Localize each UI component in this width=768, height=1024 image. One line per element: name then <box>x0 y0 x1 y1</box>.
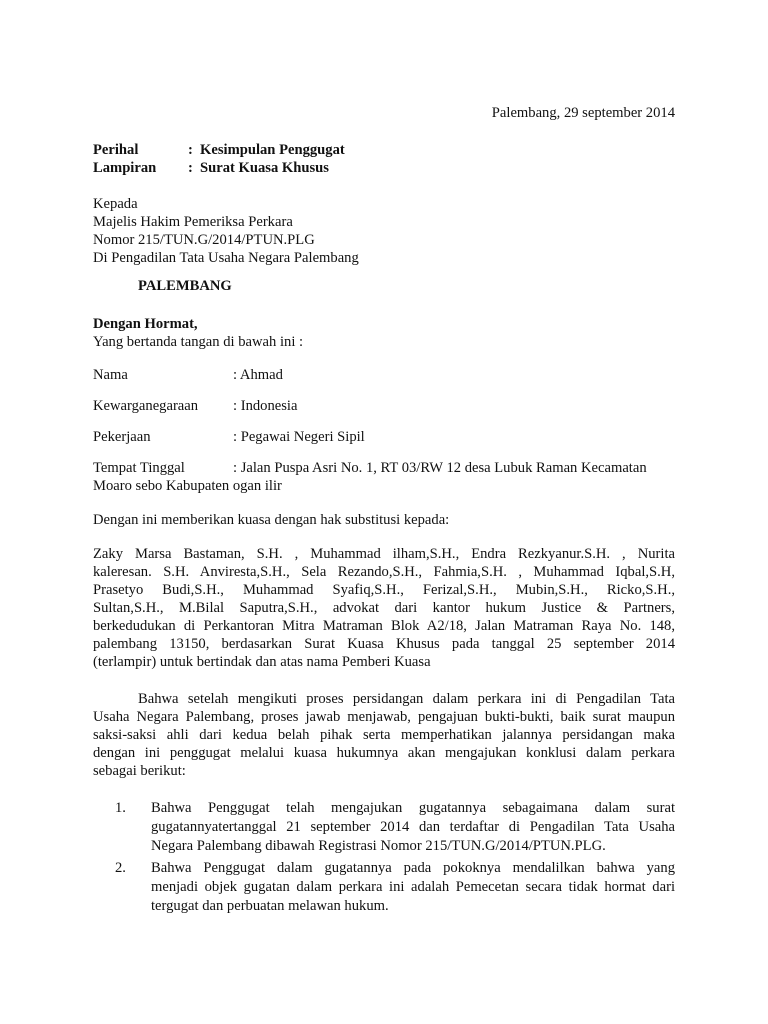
list-item-line: Bahwa Penggugat telah mengajukan gugatannya sebagaimana dalam surat <box>151 800 675 816</box>
delegation-intro-text: Dengan ini memberikan kuasa dengan hak substitusi kepada: <box>93 512 450 528</box>
list-item-line: gugatannyatertanggal 21 september 2014 dan terdaftar di Pengadilan Tata Usaha <box>151 819 675 835</box>
attachment-value: Surat Kuasa Khusus <box>200 160 329 176</box>
subject-colon: : <box>188 142 193 158</box>
list-item <box>93 799 675 856</box>
field-value: Pegawai Negeri Sipil <box>240 429 365 445</box>
list-item-line: tergugat dan perbuatan melawan hukum. <box>151 898 389 914</box>
list-item-number: 2. <box>115 860 126 876</box>
field-label: Nama <box>93 367 128 383</box>
field-value: Jalan Puspa Asri No. 1, RT 03/RW 12 desa Lubuk Raman Kecamatan <box>240 460 647 476</box>
field-label: Kewarganegaraan <box>93 398 199 414</box>
body-line: saksi-saksi ahli dari kedua belah pihak serta memperhatikan jalannya persidangan maka <box>93 727 675 743</box>
subject-value: Kesimpulan Penggugat <box>200 142 345 158</box>
recipient-line: Di Pengadilan Tata Usaha Negara Palembang <box>93 250 359 266</box>
list-item <box>93 859 675 916</box>
list-item-line: menjadi objek gugatan dalam perkara ini adalah Pemecetan secara tidak hormat dari <box>151 879 675 895</box>
greeting: Dengan Hormat, <box>93 316 198 332</box>
body-line: dengan ini penggugat melalui kuasa hukumnya akan mengajukan konklusi dalam perkara <box>93 745 675 761</box>
recipient-line: Nomor 215/TUN.G/2014/PTUN.PLG <box>93 232 315 248</box>
subject-row-lampiran <box>93 159 675 177</box>
delegation-line: palembang 13150, berdasarkan Surat Kuasa Khusus pada tanggal 25 september 2014 <box>93 636 675 652</box>
attachment-colon: : <box>188 160 193 176</box>
list-item-number: 1. <box>115 800 126 816</box>
letter-date: Palembang, 29 september 2014 <box>491 105 675 121</box>
greeting-block <box>93 315 675 351</box>
recipient-line: Majelis Hakim Pemeriksa Perkara <box>93 214 293 230</box>
subject-block <box>93 141 675 177</box>
recipient-line: Kepada <box>93 196 138 212</box>
body-line: Bahwa setelah mengikuti proses persidangan dalam perkara ini di Pengadilan Tata <box>138 691 675 707</box>
list-item-line: Bahwa Penggugat dalam gugatannya pada pokoknya mendalilkan bahwa yang <box>151 860 675 876</box>
field-value: Ahmad <box>239 367 283 383</box>
delegation-line: Sultan,S.H., M.Bilal Saputra,S.H., advokat dari kantor hukum Justice & Partners, <box>93 600 675 616</box>
field-label: Tempat Tinggal <box>93 460 185 476</box>
delegation-paragraph <box>93 545 675 671</box>
body-line: sebagai berikut: <box>93 763 186 779</box>
subject-row-perihal <box>93 141 675 159</box>
field-label: Pekerjaan <box>93 429 151 445</box>
field-occupation: Pekerjaan : Pegawai Negeri Sipil <box>93 429 365 445</box>
delegation-line: Prasetyo Budi,S.H., Muhammad Syafiq,S.H., Ferizal,S.H., Mubin,S.H., Ricko,S.H., <box>93 582 675 598</box>
recipient-city: PALEMBANG <box>138 278 232 294</box>
body-paragraph <box>93 690 675 780</box>
delegation-line: Zaky Marsa Bastaman, S.H. , Muhammad ilham,S.H., Endra Rezkyanur.S.H. , Nurita <box>93 546 675 562</box>
delegation-intro <box>93 511 675 529</box>
body-line: Usaha Negara Palembang, proses jawab menjawab, pengajuan bukti-bukti, baik surat maupun <box>93 709 675 725</box>
letter-page <box>93 104 675 919</box>
attachment-label: Lampiran <box>93 160 157 176</box>
field-residence: Tempat Tinggal : Jalan Puspa Asri No. 1, RT 03/RW 12 desa Lubuk Raman Kecamatan <box>93 460 647 476</box>
delegation-line: berkedudukan di Perkantoran Mitra Matraman Blok A2/18, Jalan Matraman Raya No. 148, <box>93 618 675 634</box>
conclusion-list <box>93 799 675 916</box>
subject-label: Perihal <box>93 142 139 158</box>
field-residence-continuation: Moaro sebo Kabupaten ogan ilir <box>93 478 282 494</box>
field-name: Nama : Ahmad <box>93 367 283 383</box>
list-item-line: Negara Palembang dibawah Registrasi Nomor 215/TUN.G/2014/PTUN.PLG. <box>151 838 606 854</box>
intro-text: Yang bertanda tangan di bawah ini : <box>93 334 304 350</box>
field-nationality: Kewarganegaraan : Indonesia <box>93 398 298 414</box>
delegation-line: (terlampir) untuk bertindak dan atas nama Pemberi Kuasa <box>93 654 431 670</box>
recipient-block <box>93 195 675 267</box>
delegation-line: kaleresan. S.H. Anviresta,S.H., Sela Rezando,S.H., Fahmia,S.H. , Muhammad Iqbal,S.H, <box>93 564 675 580</box>
field-value: Indonesia <box>240 398 298 414</box>
